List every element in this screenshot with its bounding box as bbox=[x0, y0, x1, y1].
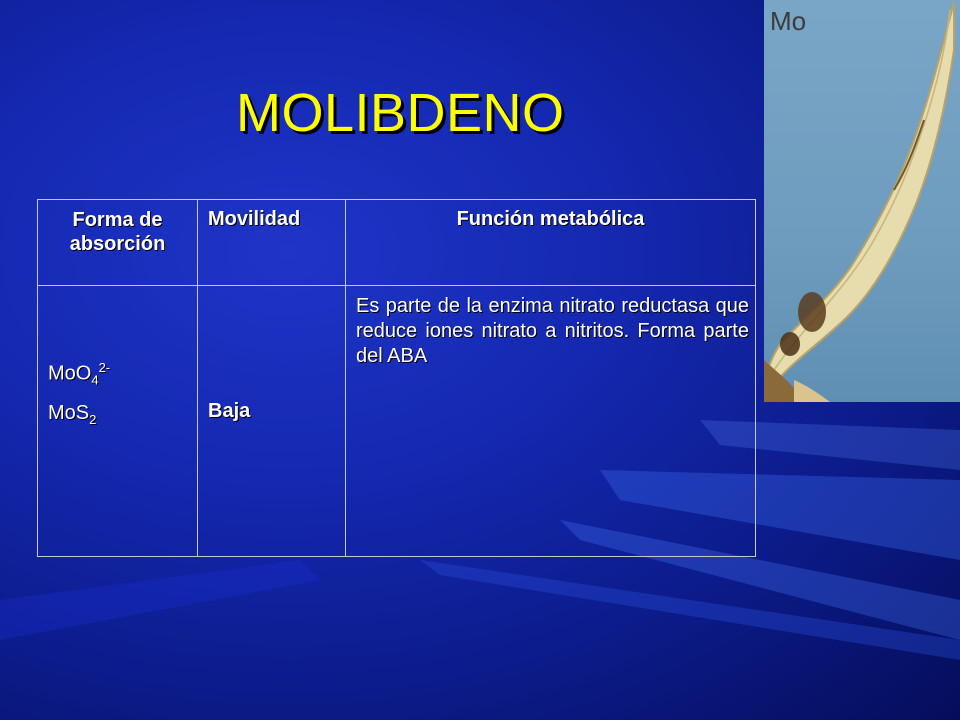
formula-mos2-base: MoS bbox=[48, 401, 90, 424]
slide-title: MOLIBDENO bbox=[236, 83, 565, 143]
formula-mos2-sub: 2 bbox=[89, 411, 97, 427]
cell-movilidad: Baja bbox=[198, 286, 346, 557]
formula-moo4 bbox=[48, 360, 196, 388]
table-row bbox=[38, 286, 756, 557]
formula-moo4-base: MoO bbox=[48, 362, 92, 385]
header-funcion-metabolica: Función metabólica bbox=[346, 200, 756, 286]
molybdenum-leaf-photo bbox=[764, 0, 960, 402]
header-forma-line2: absorción bbox=[69, 233, 166, 255]
formula-mos2 bbox=[48, 402, 196, 427]
header-forma-line1: Forma de bbox=[72, 209, 163, 231]
photo-label: Mo bbox=[770, 6, 807, 36]
header-forma-absorcion bbox=[38, 200, 198, 286]
leaf-icon bbox=[764, 0, 960, 402]
cell-funcion-metabolica: Es parte de la enzima nitrato reductasa que reduce iones nitrato a nitritos. Forma parte del ABA bbox=[346, 286, 756, 557]
header-movilidad: Movilidad bbox=[198, 200, 346, 286]
table-header-row bbox=[38, 200, 756, 286]
formula-moo4-sub: 4 bbox=[91, 372, 99, 388]
formula-moo4-sup: 2- bbox=[98, 360, 111, 375]
cell-forma-absorcion bbox=[38, 286, 198, 557]
nutrient-table bbox=[37, 199, 756, 557]
